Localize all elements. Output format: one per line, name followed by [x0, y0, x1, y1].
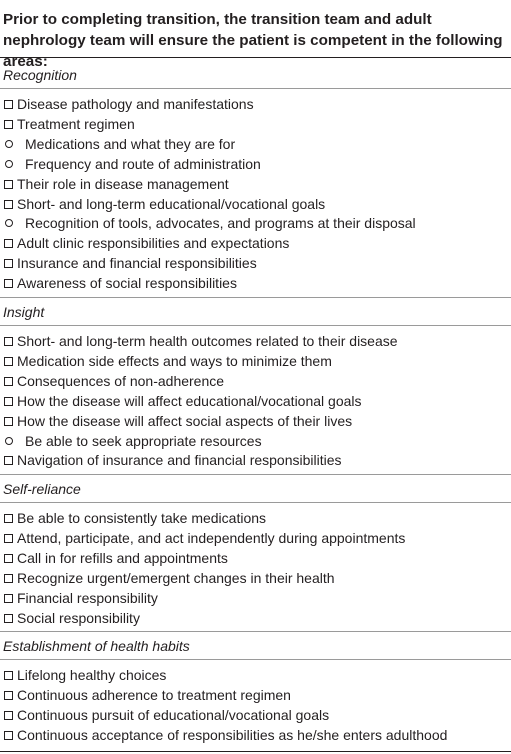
item-label: Call in for refills and appointments	[17, 549, 228, 566]
checkbox-icon	[4, 357, 13, 366]
item-label: How the disease will affect educational/vocational goals	[17, 392, 362, 409]
bullet-circle-icon	[5, 437, 13, 445]
checkbox-icon	[4, 239, 13, 248]
section-separator	[0, 631, 511, 632]
table-bottom-rule	[0, 751, 511, 752]
item-label: How the disease will affect social aspects of their lives	[17, 412, 353, 429]
checkbox-icon	[4, 417, 13, 426]
checkbox-icon	[4, 711, 13, 720]
checkbox-icon	[4, 397, 13, 406]
section-title: Insight	[3, 304, 45, 320]
checkbox-icon	[4, 279, 13, 288]
item-label: Continuous adherence to treatment regimen	[17, 686, 291, 703]
bullet-circle-icon	[5, 140, 13, 148]
item-label: Be able to seek appropriate resources	[25, 432, 262, 449]
item-label: Continuous pursuit of educational/vocational goals	[17, 706, 330, 723]
item-label: Insurance and financial responsibilities	[17, 255, 257, 272]
item-label: Short- and long-term educational/vocational goals	[17, 195, 326, 212]
checkbox-icon	[4, 731, 13, 740]
item-label: Adult clinic responsibilities and expectations	[17, 235, 290, 252]
item-label: Medication side effects and ways to minimize them	[17, 352, 332, 369]
section-divider	[0, 325, 511, 326]
item-label: Consequences of non-adherence	[17, 372, 225, 389]
item-label: Lifelong healthy choices	[17, 667, 167, 683]
item-label: Attend, participate, and act independently during appointments	[17, 529, 406, 546]
checkbox-icon	[4, 554, 13, 563]
item-label: Frequency and route of administration	[25, 155, 261, 172]
section-separator	[0, 297, 511, 298]
bullet-circle-icon	[5, 160, 13, 168]
checkbox-icon	[4, 534, 13, 543]
item-label: Short- and long-term health outcomes related to their disease	[17, 333, 398, 349]
section-separator	[0, 474, 511, 475]
item-label: Be able to consistently take medications	[17, 510, 267, 526]
item-label: Financial responsibility	[17, 589, 158, 606]
item-label: Recognize urgent/emergent changes in their health	[17, 569, 335, 586]
checkbox-icon	[4, 120, 13, 129]
checkbox-icon	[4, 377, 13, 386]
item-label: Their role in disease management	[17, 175, 229, 192]
bullet-circle-icon	[5, 219, 13, 227]
section-title: Establishment of health habits	[3, 638, 190, 654]
checkbox-icon	[4, 691, 13, 700]
checkbox-icon	[4, 100, 13, 109]
checkbox-icon	[4, 200, 13, 209]
item-label: Awareness of social responsibilities	[17, 275, 237, 292]
checkbox-icon	[4, 594, 13, 603]
item-label: Continuous acceptance of responsibilities as he/she enters adulthood	[17, 726, 448, 743]
item-label: Recognition of tools, advocates, and programs at their disposal	[25, 215, 416, 232]
section-divider	[0, 88, 511, 89]
table-header	[0, 0, 511, 70]
checkbox-icon	[4, 614, 13, 623]
checkbox-icon	[4, 456, 13, 465]
section-title: Self-reliance	[3, 481, 81, 497]
section-divider	[0, 659, 511, 660]
section-title: Recognition	[3, 67, 77, 83]
section-divider	[0, 502, 511, 503]
item-label: Treatment regimen	[17, 115, 135, 132]
checkbox-icon	[4, 514, 13, 523]
checkbox-icon	[4, 180, 13, 189]
table-title: Prior to completing transition, the transition team and adult nephrology team will ensure the patient is competent in the following areas:	[3, 11, 503, 70]
checkbox-icon	[4, 671, 13, 680]
checkbox-icon	[4, 574, 13, 583]
checkbox-icon	[4, 337, 13, 346]
item-label: Navigation of insurance and financial responsibilities	[17, 452, 342, 469]
item-label: Disease pathology and manifestations	[17, 96, 254, 112]
item-label: Medications and what they are for	[25, 135, 236, 152]
checkbox-icon	[4, 259, 13, 268]
item-label: Social responsibility	[17, 609, 140, 626]
